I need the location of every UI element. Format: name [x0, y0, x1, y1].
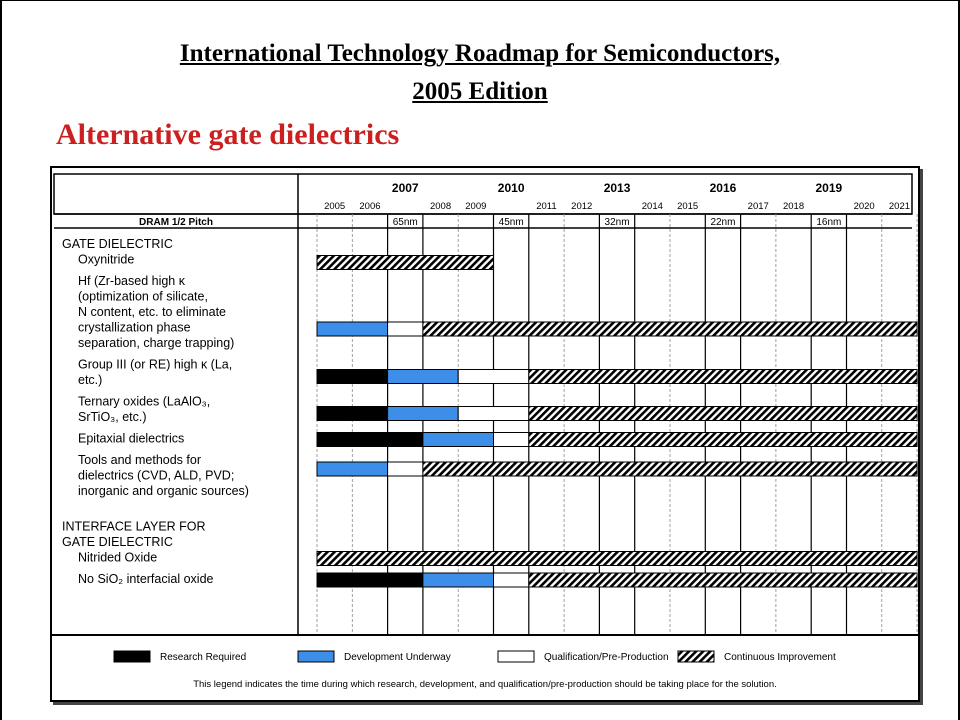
bar-continuous [529, 370, 917, 384]
bar-continuous [317, 552, 917, 566]
roadmap-chart-svg [52, 168, 918, 636]
bar-continuous [423, 462, 917, 476]
legend-label: Research Required [160, 652, 247, 663]
bar-development [423, 573, 494, 587]
bar-development [388, 370, 459, 384]
major-year-label: 2013 [603, 181, 631, 195]
row-label: N content, etc. to eliminate [78, 305, 226, 319]
bar-development [388, 407, 459, 421]
bar-research [317, 573, 423, 587]
minor-year-label: 2011 [536, 201, 557, 212]
minor-year-label: 2008 [429, 201, 452, 212]
row-label: Oxynitride [78, 252, 135, 267]
roadmap-legend-svg [52, 636, 918, 700]
bar-research [317, 433, 423, 447]
row-label: Ternary oxides (LaAlO₃, [78, 394, 211, 409]
section-heading: GATE DIELECTRIC [62, 535, 173, 549]
row-label: (optimization of silicate, [78, 289, 208, 304]
bar-continuous [317, 256, 494, 270]
row-label: etc.) [78, 373, 103, 387]
pitch-node-value: 22nm [710, 217, 736, 228]
bar-qualification [458, 407, 529, 421]
bar-qualification [388, 322, 423, 336]
minor-year-label: 2006 [359, 201, 381, 212]
slide-border-left [0, 0, 2, 720]
legend-swatch-research [114, 651, 150, 662]
bar-qualification [494, 433, 529, 447]
major-year-label: 2019 [815, 181, 843, 195]
legend-label: Continuous Improvement [724, 652, 836, 663]
row-label: separation, charge trapping) [78, 336, 235, 350]
bar-qualification [494, 573, 529, 587]
bar-continuous [529, 433, 917, 447]
row-label: SrTiO₃, etc.) [78, 410, 147, 424]
row-label: Tools and methods for [78, 453, 201, 467]
bar-continuous [529, 407, 917, 421]
pitch-row-label: DRAM 1/2 Pitch [139, 217, 213, 228]
bar-qualification [388, 462, 423, 476]
row-label: dielectrics (CVD, ALD, PVD; [78, 468, 235, 483]
roadmap-legend [50, 634, 920, 702]
minor-year-label: 2020 [853, 201, 875, 212]
section-heading: GATE DIELECTRIC [62, 237, 173, 251]
roadmap-chart [50, 166, 920, 638]
slide-title-line1: International Technology Roadmap for Semiconductors, [179, 40, 781, 67]
bar-continuous [423, 322, 917, 336]
pitch-node-value: 32nm [604, 217, 630, 228]
row-label: Hf (Zr-based high κ [78, 274, 185, 288]
major-year-label: 2016 [709, 181, 737, 195]
pitch-node-value: 16nm [816, 217, 842, 228]
row-label: Epitaxial dielectrics [78, 431, 185, 446]
pitch-node-value: 65nm [392, 217, 418, 228]
row-label: crystallization phase [78, 320, 191, 335]
minor-year-label: 2012 [571, 201, 593, 212]
legend-swatch-continuous [678, 651, 714, 662]
major-year-label: 2010 [497, 181, 525, 195]
slide-subtitle: Alternative gate dielectrics [56, 118, 400, 151]
slide-title-line2: 2005 Edition [412, 78, 548, 105]
minor-year-label: 2018 [782, 201, 805, 212]
bar-development [317, 322, 388, 336]
row-label: Nitrided Oxide [78, 550, 158, 565]
pitch-node-value: 45nm [498, 217, 524, 228]
major-year-label: 2007 [391, 181, 419, 195]
bar-qualification [458, 370, 529, 384]
row-label: No SiO₂ interfacial oxide [78, 572, 214, 586]
minor-year-label: 2009 [465, 201, 487, 212]
bar-research [317, 407, 388, 421]
minor-year-label: 2017 [747, 201, 769, 212]
minor-year-label: 2014 [641, 201, 663, 212]
minor-year-label: 2005 [324, 201, 346, 212]
row-label: inorganic and organic sources) [78, 484, 249, 498]
legend-note: This legend indicates the time during which research, development, and qualification/pre-production should be taking place for the solution. [193, 679, 777, 690]
minor-year-label: 2021 [888, 201, 911, 212]
bar-development [423, 433, 494, 447]
bar-continuous [529, 573, 917, 587]
bar-development [317, 462, 388, 476]
slide-border-top [0, 0, 960, 1]
section-heading: INTERFACE LAYER FOR [62, 519, 206, 534]
legend-label: Qualification/Pre-Production [544, 652, 669, 663]
bar-research [317, 370, 388, 384]
minor-year-label: 2015 [677, 201, 699, 212]
legend-swatch-development [298, 651, 334, 662]
legend-label: Development Underway [344, 652, 451, 663]
row-label: Group III (or RE) high κ (La, [78, 357, 233, 372]
legend-swatch-qualification [498, 651, 534, 662]
